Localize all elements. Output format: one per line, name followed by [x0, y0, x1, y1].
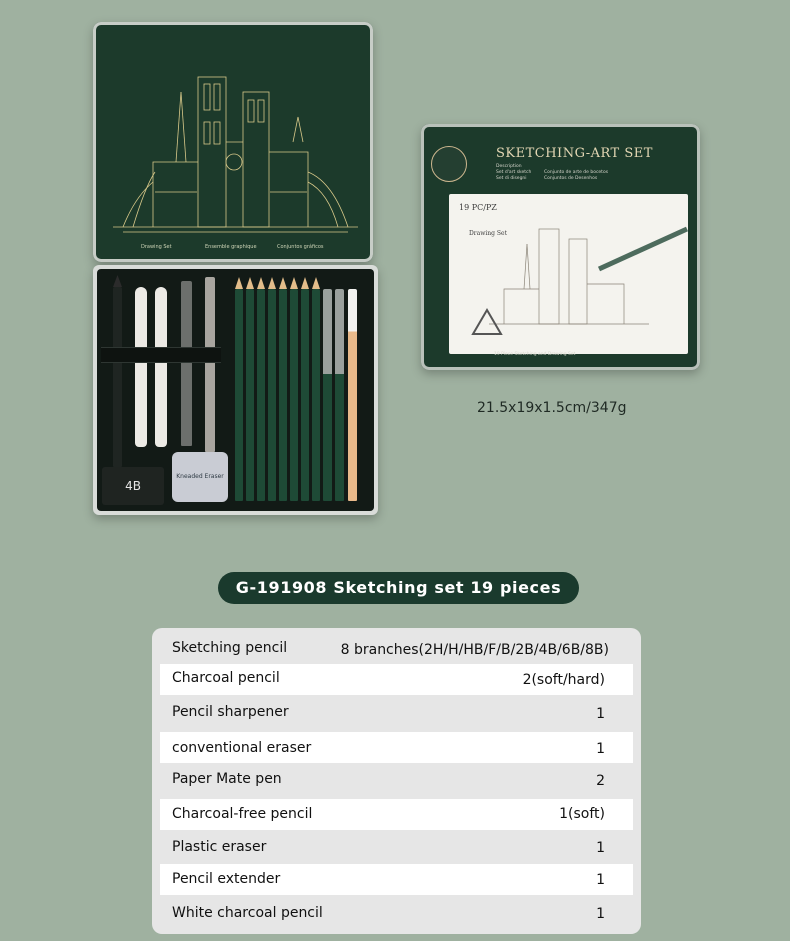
table-row — [160, 664, 633, 695]
row-value: 2(soft/hard) — [522, 672, 605, 688]
box-window-panel — [449, 194, 688, 354]
box-subtitle-left — [496, 164, 531, 182]
table-row — [160, 698, 633, 729]
table-row — [160, 766, 633, 796]
kneaded-eraser: Kneaded Eraser — [172, 452, 228, 502]
row-value: 1(soft) — [559, 806, 605, 822]
box-subtitle-line: Set d'art sketch — [496, 170, 532, 175]
lid-caption-2: Ensemble graphique — [205, 244, 257, 250]
box-subtitle-line: Conjunto de arte de bocetos — [544, 170, 609, 175]
cathedral-illustration — [93, 22, 373, 262]
plastic-strap — [101, 347, 221, 363]
table-row — [160, 832, 633, 863]
row-value: 1 — [596, 741, 605, 757]
tin-lid-image — [93, 22, 373, 262]
sketching-pencil — [290, 289, 298, 501]
cathedral-sketch — [449, 194, 688, 354]
blending-stump — [135, 287, 147, 447]
charcoal-pencil — [335, 289, 344, 501]
table-row — [160, 864, 633, 895]
row-name: Sketching pencil — [172, 640, 288, 656]
row-value: 1 — [596, 906, 605, 922]
row-name: Plastic eraser — [172, 839, 267, 855]
row-name: Pencil sharpener — [172, 704, 289, 720]
eraser-4b: 4B — [102, 467, 164, 505]
charcoal-pencil — [323, 289, 332, 501]
row-name: Paper Mate pen — [172, 771, 282, 787]
lid-caption-3: Conjuntos gráficos — [277, 244, 324, 250]
sketching-pencil — [235, 289, 243, 501]
pencil-extender — [205, 277, 215, 452]
row-name: Pencil extender — [172, 871, 281, 887]
sketching-pencil — [279, 289, 287, 501]
table-row — [160, 732, 633, 763]
box-subtitle-line: Conjuntos de Desenhos — [544, 176, 598, 181]
sketching-pencil — [301, 289, 309, 501]
box-subtitle-line: Set di disegni — [496, 176, 527, 181]
charcoal-pencil — [113, 287, 122, 467]
product-title: G-191908 Sketching set 19 pieces — [218, 572, 579, 604]
table-row — [160, 898, 633, 928]
blending-stump — [155, 287, 167, 447]
utility-knife — [181, 281, 192, 446]
row-value: 1 — [596, 872, 605, 888]
row-name: Charcoal-free pencil — [172, 806, 313, 822]
product-dimensions: 21.5x19x1.5cm/347g — [477, 400, 627, 416]
row-name: conventional eraser — [172, 740, 312, 756]
row-value: 2 — [596, 773, 605, 789]
box-title: SKETCHING-ART SET — [496, 146, 653, 161]
brand-logo-icon — [431, 146, 467, 182]
lid-caption-1: Drawing Set — [141, 244, 172, 250]
box-panel-heading: Drawing Set — [469, 230, 507, 237]
row-value: 1 — [596, 706, 605, 722]
box-subtitle-line: Description — [496, 164, 522, 169]
sketching-pencil — [246, 289, 254, 501]
sketching-pencil — [312, 289, 320, 501]
white-charcoal-pencil — [348, 289, 357, 501]
row-value: 8 branches(2H/H/HB/F/B/2B/4B/6B/8B) — [340, 642, 609, 658]
box-piece-count: 19 PC/PZ — [459, 203, 497, 212]
table-row — [160, 634, 633, 664]
spec-table — [152, 628, 641, 934]
box-subtitle-right — [544, 170, 608, 182]
row-name: White charcoal pencil — [172, 905, 323, 921]
sketching-pencil — [268, 289, 276, 501]
sketching-pencil — [257, 289, 265, 501]
row-name: Charcoal pencil — [172, 670, 280, 686]
row-value: 1 — [596, 840, 605, 856]
table-row — [160, 799, 633, 830]
box-footer: 19 Piece Sketching and Drawing Set — [494, 352, 576, 357]
